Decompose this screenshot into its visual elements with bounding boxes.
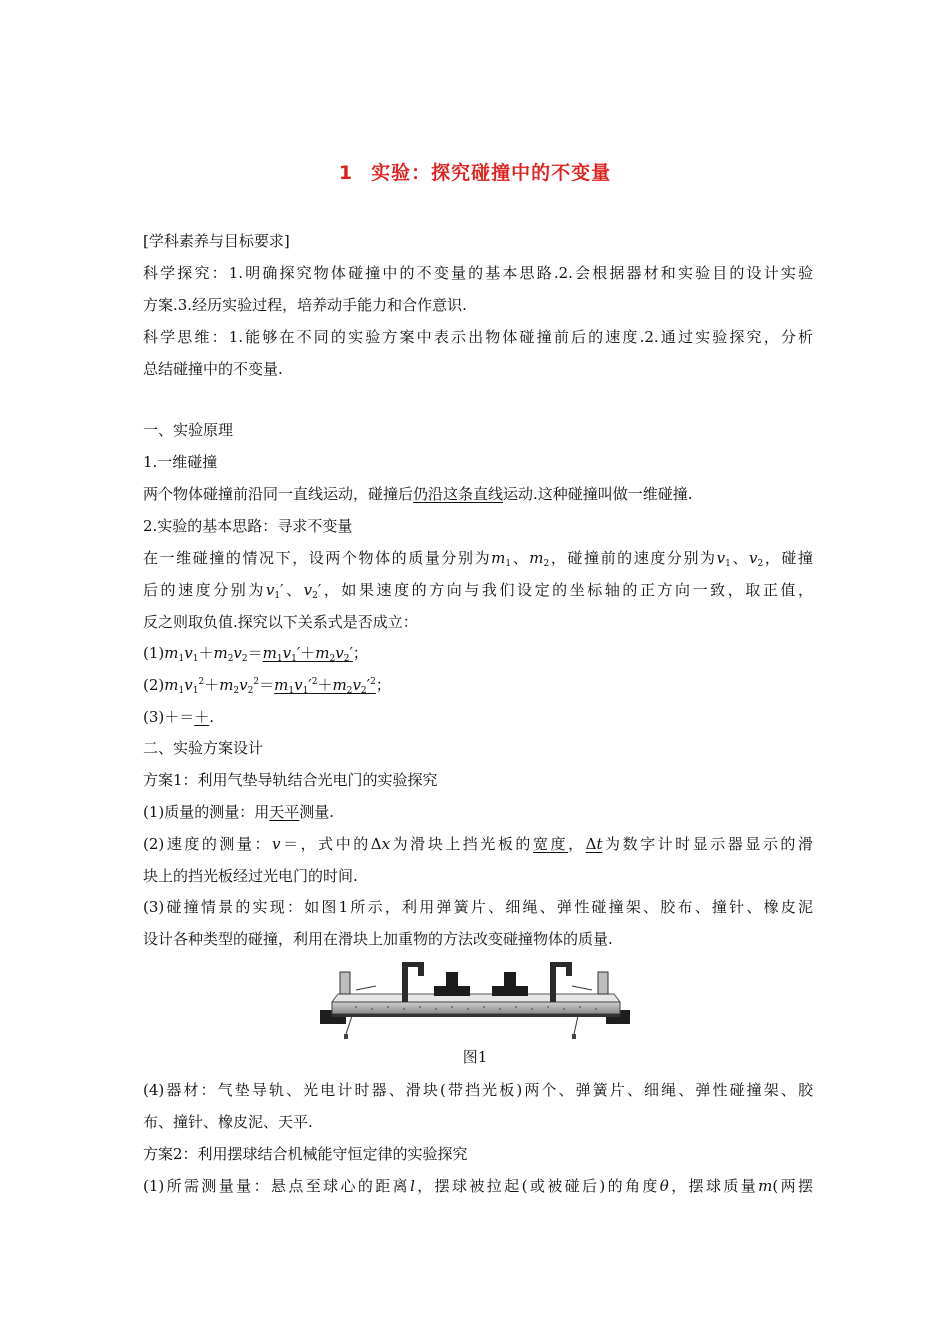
- shading-plate-left: [446, 972, 458, 986]
- equipment-line2: 布、撞针、橡皮泥、天平.: [143, 1113, 313, 1131]
- equation-2: $(2)m_1v_1^2+m_2v_2^2=m_1v_1'^2+m_2v_2'^2$；: [143, 676, 391, 696]
- goals-inquiry-line2: 方案.3.经历实验过程，培养动手能力和合作意识.: [143, 296, 467, 314]
- goals-thinking-line1: 科学思维：1.能够在不同的实验方案中表示出物体碰撞前后的速度.2.通过实验探究，分析: [143, 328, 813, 346]
- goals-inquiry-line1: 科学探究：1.明确探究物体碰撞中的不变量的基本思路.2.会根据器材和实验目的设计实验: [143, 264, 813, 282]
- velocity-measurement: (2)速度的测量：v＝，式中的Δx为滑块上挡光板的宽度，Δt为数字计时显示器显示的滑: [143, 835, 813, 853]
- plan-2-heading: 方案2：利用摆球结合机械能守恒定律的实验探究: [143, 1145, 468, 1163]
- figure-caption: 图1: [462, 1048, 488, 1066]
- goals-header: [学科素养与目标要求]: [143, 232, 290, 250]
- track-body: [332, 1002, 620, 1014]
- track-stripe: [332, 1014, 620, 1017]
- leveling-screw-left: [346, 1016, 352, 1034]
- required-measurements: (1)所需测量量：悬点至球心的距离l，摆球被拉起(或被碰后)的角度θ，摆球质量m(两摆: [143, 1177, 814, 1195]
- collision-setup-line1: (3)碰撞情景的实现：如图1所示，利用弹簧片、细绳、弹性碰撞架、胶布、撞针、橡皮泥: [143, 898, 813, 916]
- paragraph-sign-convention: 反之则取负值.探究以下关系式是否成立：: [143, 613, 418, 631]
- subheading-1d-collision: 1.一维碰撞: [143, 453, 218, 471]
- leveling-screw-right: [574, 1016, 578, 1034]
- plan-1-heading: 方案1：利用气垫导轨结合光电门的实验探究: [143, 771, 438, 789]
- goals-thinking-line2: 总结碰撞中的不变量.: [143, 360, 283, 378]
- glider-left: [434, 986, 470, 996]
- photogate-left: [402, 962, 408, 1002]
- paragraph-masses-velocities: 在一维碰撞的情况下，设两个物体的质量分别为$m_1$、$m_2$，碰撞前的速度分别为$v_1$、$v_2$，碰撞: [143, 549, 813, 569]
- collision-setup-line2: 设计各种类型的碰撞，利用在滑块上加重物的方法改变碰撞物体的质量.: [143, 930, 613, 948]
- paragraph-1d-collision: 两个物体碰撞前沿同一直线运动，碰撞后仍沿这条直线运动.这种碰撞叫做一维碰撞.: [143, 485, 693, 503]
- paragraph-after-velocities: 后的速度分别为$v_1'$、$v_2'$，如果速度的方向与我们设定的坐标轴的正方向一致，取正值，: [143, 581, 813, 601]
- velocity-measurement-cont: 块上的挡光板经过光电门的时间.: [143, 867, 358, 885]
- shading-plate-right: [504, 972, 516, 986]
- end-bracket-left: [340, 972, 350, 994]
- title-number: 1: [338, 162, 354, 184]
- page-title: [0, 158, 950, 185]
- end-bracket-right: [598, 972, 608, 994]
- equipment-line1: (4)器材：气垫导轨、光电计时器、滑块(带挡光板)两个、弹簧片、细绳、弹性碰撞架、胶: [143, 1081, 813, 1099]
- air-track-figure: [316, 950, 632, 1042]
- subheading-basic-idea: 2.实验的基本思路：寻求不变量: [143, 517, 353, 535]
- section-heading-principle: 一、实验原理: [143, 421, 234, 439]
- title-text: 实验：探究碰撞中的不变量: [371, 162, 612, 184]
- track-top: [332, 994, 620, 1002]
- photogate-right: [550, 962, 556, 1002]
- equation-3: (3)＋＝＋.: [143, 708, 215, 726]
- glider-right: [492, 986, 528, 996]
- equation-1: $(1)m_1v_1+m_2v_2=m_1v_1'+m_2v_2'$；: [143, 644, 368, 664]
- section-heading-design: 二、实验方案设计: [143, 739, 264, 757]
- mass-measurement: (1)质量的测量：用天平测量.: [143, 803, 335, 821]
